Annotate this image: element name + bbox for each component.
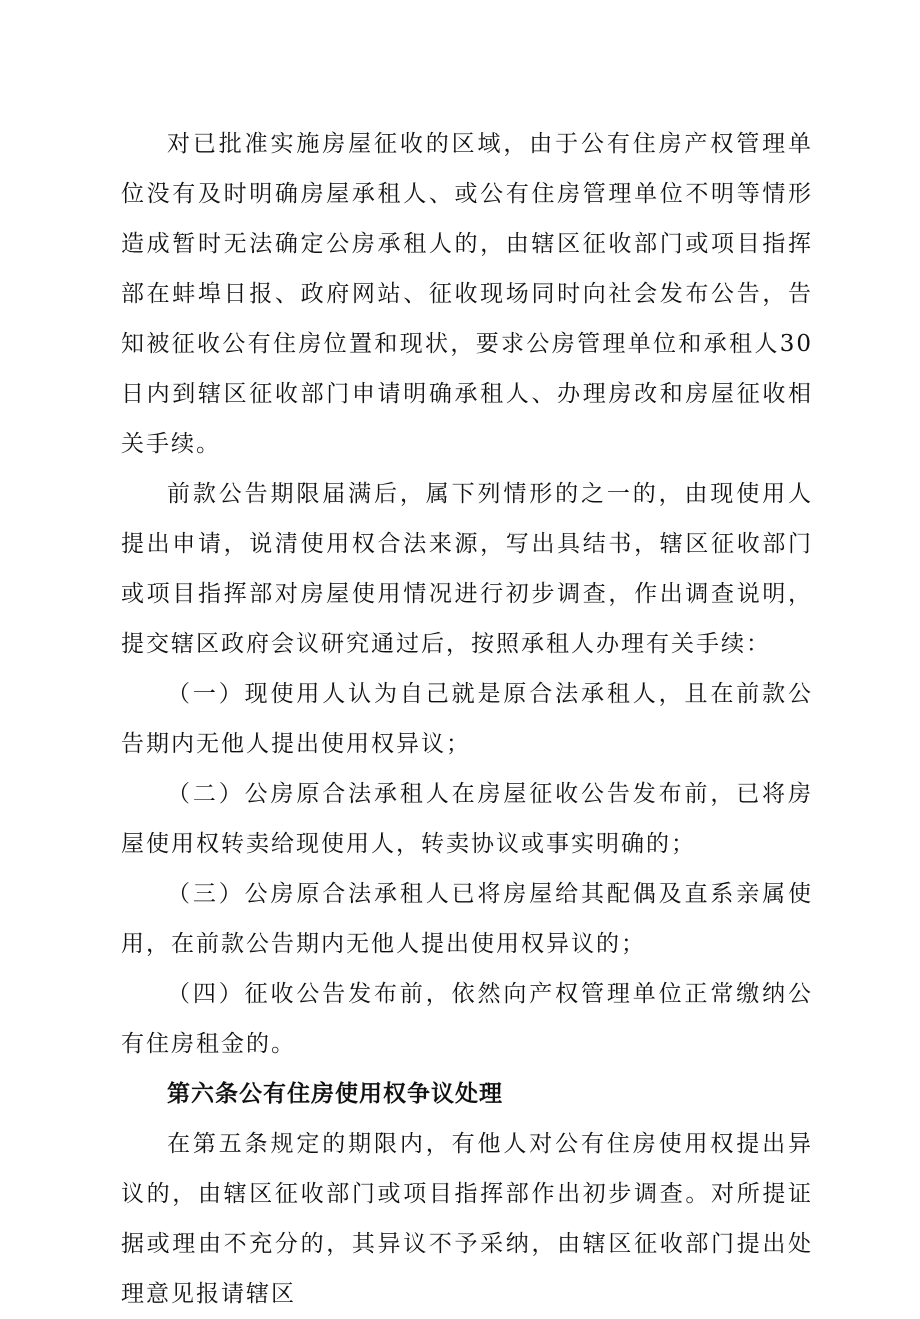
list-item-3: （三）公房原合法承租人已将房屋给其配偶及直系亲属使用，在前款公告期内无他人提出使用权异议的； <box>121 881 813 957</box>
document-body <box>121 119 813 1319</box>
list-item-2: （二）公房原合法承租人在房屋征收公告发布前，已将房屋使用权转卖给现使用人，转卖协议或事实明确的； <box>121 781 813 857</box>
paragraph-public-notice: 对已批准实施房屋征收的区域，由于公有住房产权管理单位没有及时明确房屋承租人、或公有住房管理单位不明等情形造成暂时无法确定公房承租人的，由辖区征收部门或项目指挥部在蚌埠日报、政府网站、征收现场同时向社会发布公告，告知被征收公有住房位置和现状，要求公房管理单位和承租人30日内到辖区征收部门申请明确承租人、办理房改和房屋征收相关手续。 <box>121 131 813 457</box>
list-item-1: （一）现使用人认为自己就是原合法承租人，且在前款公告期内无他人提出使用权异议； <box>121 681 813 757</box>
paragraph-after-notice: 前款公告期限届满后，属下列情形的之一的，由现使用人提出申请，说清使用权合法来源，写出具结书，辖区征收部门或项目指挥部对房屋使用情况进行初步调查，作出调查说明，提交辖区政府会议研究通过后，按照承租人办理有关手续： <box>121 481 813 657</box>
paragraph-dispute: 在第五条规定的期限内，有他人对公有住房使用权提出异议的，由辖区征收部门或项目指挥部作出初步调查。对所提证据或理由不充分的，其异议不予采纳，由辖区征收部门提出处理意见报请辖区 <box>121 1131 813 1307</box>
section-heading: 第六条公有住房使用权争议处理 <box>167 1081 503 1107</box>
list-item-4: （四）征收公告发布前，依然向产权管理单位正常缴纳公有住房租金的。 <box>121 981 813 1057</box>
